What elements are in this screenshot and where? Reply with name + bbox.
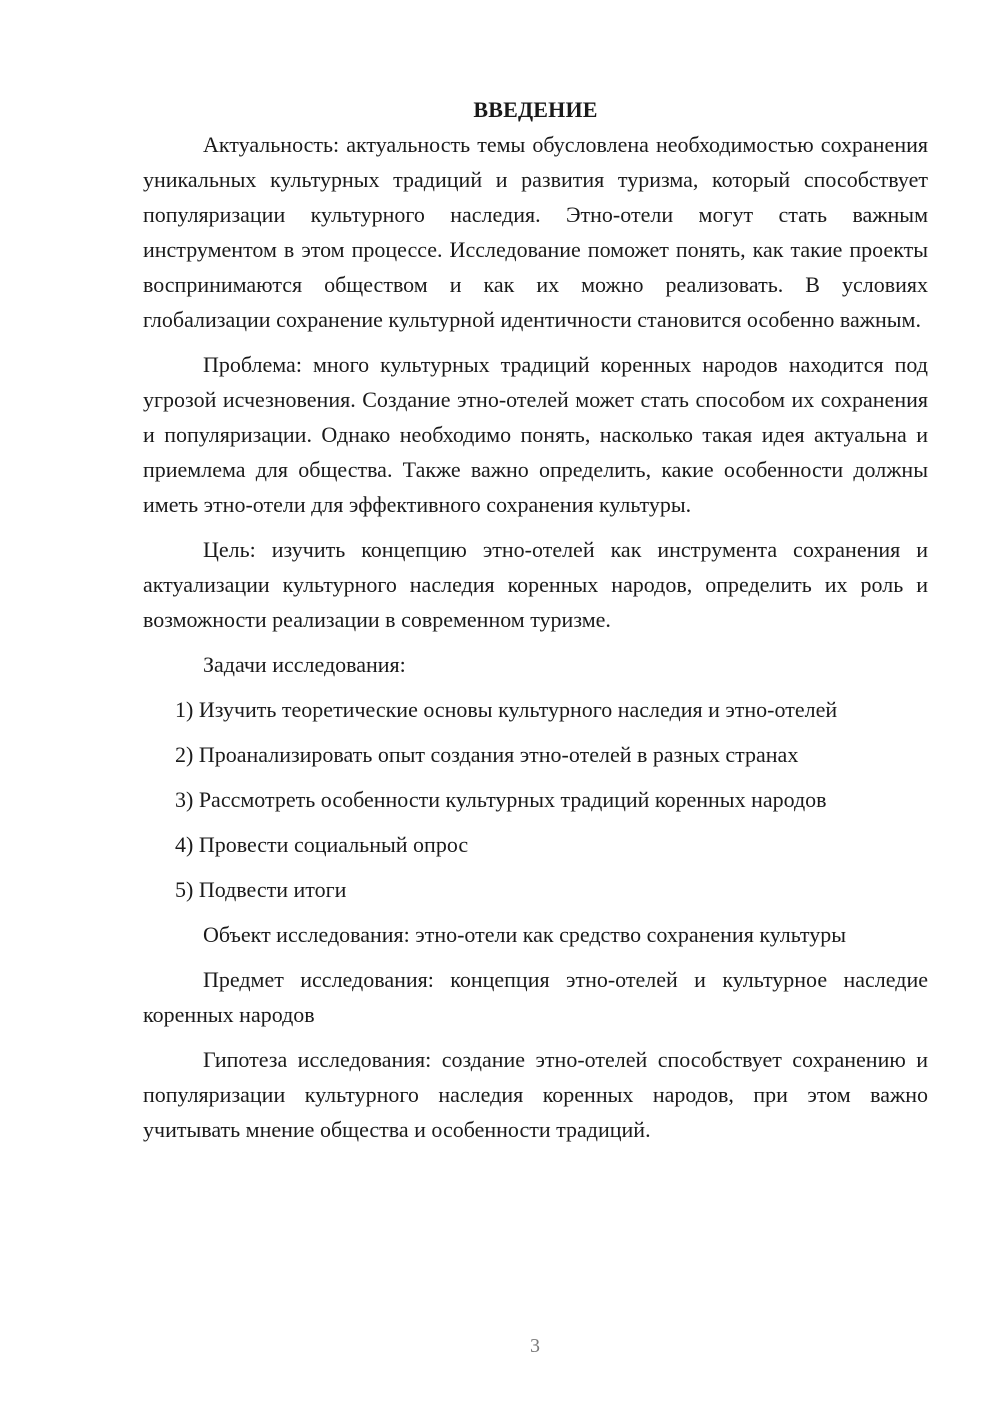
- list-item: 5) Подвести итоги: [175, 877, 347, 902]
- list-item: 1) Изучить теоретические основы культурного наследия и этно-отелей: [175, 697, 838, 722]
- list-item: 3) Рассмотреть особенности культурных традиций коренных народов: [175, 787, 827, 812]
- problem-paragraph: Проблема: много культурных традиций коренных народов находится под угрозой исчезновения. Создание этно-отелей может стать способом их сохранения и популяризации. Однако необходимо понять, насколько такая идея актуальна и приемлема для общества. Также важно определить, какие особенности должны иметь этно-отели для эффективного сохранения культуры.: [143, 352, 928, 517]
- tasks-list: [143, 692, 928, 907]
- relevance-paragraph: Актуальность: актуальность темы обусловлена необходимостью сохранения уникальных культурных традиций и развития туризма, который способствует популяризации культурного наследия. Этно-отели могут стать важным инструментом в этом процессе. Исследование поможет понять, как такие проекты воспринимаются обществом и как их можно реализовать. В условиях глобализации сохранение культурной идентичности становится особенно важным.: [143, 132, 928, 332]
- tasks-heading: Задачи исследования:: [203, 652, 406, 677]
- page-number: 3: [530, 1335, 540, 1357]
- subject-paragraph: Предмет исследования: концепция этно-отелей и культурное наследие коренных народов: [143, 967, 928, 1027]
- goal-paragraph: Цель: изучить концепцию этно-отелей как инструмента сохранения и актуализации культурного наследия коренных народов, определить их роль и возможности реализации в современном туризме.: [143, 537, 928, 632]
- page-title: ВВЕДЕНИЕ: [473, 97, 598, 122]
- list-item: 4) Провести социальный опрос: [175, 832, 469, 857]
- page-content: [143, 92, 928, 1147]
- object-paragraph: Объект исследования: этно-отели как средство сохранения культуры: [203, 922, 847, 947]
- list-item: 2) Проанализировать опыт создания этно-отелей в разных странах: [175, 742, 799, 767]
- hypothesis-paragraph: Гипотеза исследования: создание этно-отелей способствует сохранению и популяризации культурного наследия коренных народов, при этом важно учитывать мнение общества и особенности традиций.: [143, 1047, 928, 1142]
